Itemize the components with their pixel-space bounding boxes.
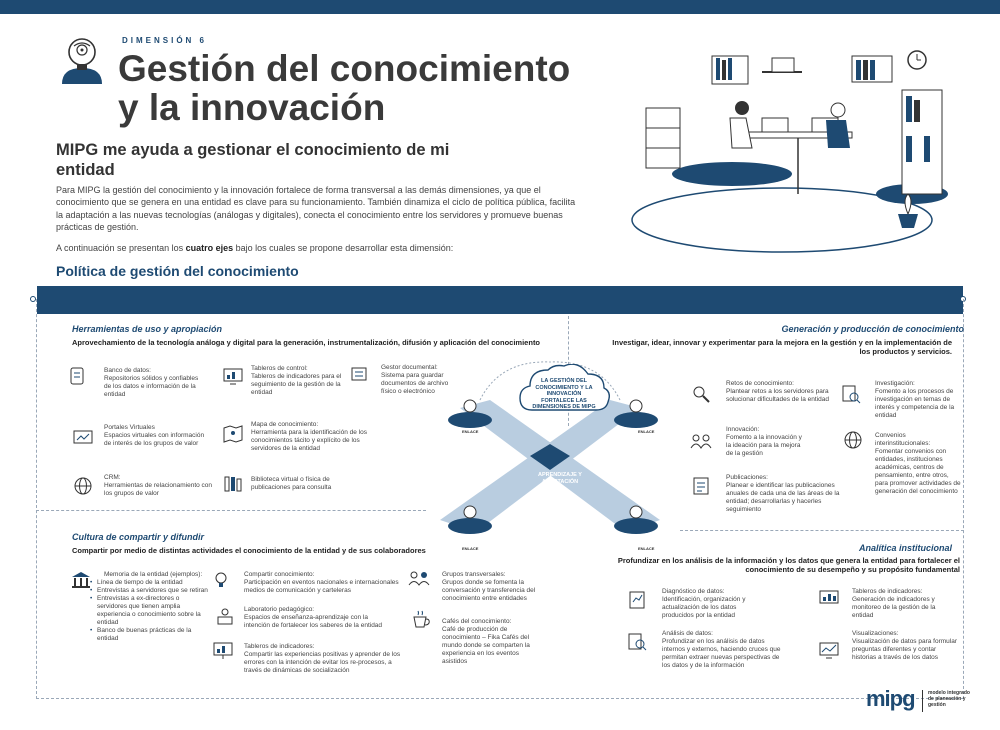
q1-item-3: Gestor documental: Sistema para guardar documentos de archivo físico o electrónico — [381, 364, 449, 395]
top-bar — [0, 0, 1000, 14]
agreements-globe-icon — [842, 430, 864, 450]
page-title-line1: Gestión del conocimiento — [118, 48, 571, 89]
divider-horizontal-right — [680, 530, 964, 531]
research-icon — [840, 384, 862, 404]
q2-item-1: Retos de conocimiento: Plantear retos a los servidores para solucionar dificultades de la entidad — [726, 380, 829, 403]
thinking-head-icon — [56, 32, 108, 84]
link-label-tl: ENLACE — [462, 429, 479, 434]
coffee-cup-icon — [410, 610, 432, 630]
share-idea-icon — [210, 570, 232, 590]
divider-horizontal-left — [36, 510, 426, 511]
innovation-team-icon — [690, 430, 712, 450]
q4-item-1: Diagnóstico de datos: Identificación, organización y actualización de los datos producidos por la entidad — [662, 588, 746, 619]
challenge-search-icon — [690, 384, 712, 404]
center-cloud-text: LA GESTIÓN DEL CONOCIMIENTO Y LA INNOVACIÓN FORTALECE LAS DIMENSIONES DE MIPG — [532, 378, 596, 410]
q2-item-2: Investigación: Fomento a los procesos de investigación en temas de interés y competencia de la entidad — [875, 380, 955, 419]
data-analysis-icon — [626, 632, 648, 652]
q3-memoria: Memoria de la entidad (ejemplos): • Línea de tiempo de la entidad • Entrevistas a servidores que se retiran • Entrevistas a ex-directores o servidores que tienen amplia experiencia o conocimiento sobre la entidad • Banco de buenas prácticas de la entidad — [104, 571, 208, 643]
pedagogic-lab-icon — [214, 606, 236, 626]
library-icon — [222, 474, 244, 494]
memoria-item: • Entrevistas a servidores que se retiran — [90, 587, 208, 595]
memoria-item: • Entrevistas a ex-directores o servidores que tienen amplia experiencia o conocimiento sobre la entidad — [90, 595, 208, 627]
q2-item-4: Convenios interinstitucionales: Fomentar convenios con entidades, instituciones académicas, centros de pensamiento, entre otros, para promover actividades de generación del conocimiento — [875, 432, 961, 495]
dimension-label: DIMENSIÓN 6 — [122, 36, 208, 45]
knowledge-map-icon — [222, 424, 244, 444]
link-label-br: ENLACE — [638, 546, 655, 551]
q3-item-2: Grupos transversales: Grupos donde se fomenta la conversación y transferencia del conocimiento entre entidades — [442, 571, 536, 602]
database-icon — [66, 366, 88, 386]
q1-item-2: Tableros de control: Tableros de indicadores para el seguimiento de la gestión de la entidad — [251, 365, 342, 396]
axes-sentence: A continuación se presentan los cuatro ejes bajo los cuales se propone desarrollar esta dimensión: — [56, 243, 454, 253]
center-cloud — [518, 364, 610, 418]
dashboard-icon — [222, 366, 244, 386]
q2-item-5: Publicaciones: Planear e identificar las publicaciones anuales de cada una de las áreas de la entidad; desarrollarlas y hacerles seguimiento — [726, 474, 840, 513]
visualization-icon — [818, 640, 840, 660]
indicators-board-icon — [212, 640, 234, 660]
institution-memory-icon — [70, 570, 92, 590]
crm-globe-icon — [72, 476, 94, 496]
transversal-groups-icon — [408, 568, 430, 588]
q3-item-1: Compartir conocimiento: Participación en eventos nacionales e internacionales medios de comunicación y carteleras — [244, 571, 399, 594]
q2-item-3: Innovación: Fomento a la innovación y la ideación para la mejora de la gestión — [726, 426, 802, 457]
q4-item-4: Visualizaciones: Visualización de datos para formular preguntas diferentes y contar historias a través de los datos — [852, 630, 958, 661]
q4-item-2: Tableros de indicadores: Generación de indicadores y monitoreo de la gestión de la entidad — [852, 588, 936, 619]
memoria-item: • Banco de buenas prácticas de la entidad — [90, 627, 208, 643]
data-diagnosis-icon — [626, 590, 648, 610]
q1-item-6: CRM: Herramientas de relacionamiento con los grupos de valor — [104, 474, 213, 497]
document-manager-icon — [348, 364, 370, 384]
q1-item-4: Portales Virtuales Espacios virtuales con información de interés de los grupos de valor — [104, 424, 205, 447]
memoria-item: • Línea de tiempo de la entidad — [90, 579, 208, 587]
q1-item-1: Banco de datos: Repositorios sólidos y confiables de los datos e información de la entidad — [104, 367, 199, 398]
q1-title: Herramientas de uso y apropiación — [72, 324, 223, 334]
policy-title: Política de gestión del conocimiento — [56, 263, 299, 279]
q3-item-3: Laboratorio pedagógico: Espacios de enseñanza-aprendizaje con la intención de fortalecer los saberes de la entidad — [244, 606, 383, 629]
q3-item-4: Cafés del conocimiento: Café de producción de conocimiento – Fika Cafés del mundo donde se comparten la experiencia en los eventos asistidos — [442, 618, 530, 665]
q1-subtitle: Aprovechamiento de la tecnología análoga y digital para la generación, instrumentalización, difusión y aplicación del conocimiento — [72, 338, 541, 347]
q2-subtitle: Investigar, idear, innovar y experimentar para la mejora en la gestión y en la implementación de los productos y servicios. — [612, 338, 952, 356]
q4-item-3: Análisis de datos: Profundizar en los análisis de datos internos y externos, haciendo cruces que permitan extraer nuevas perspectivas de los datos y de la información — [662, 630, 781, 669]
link-label-bl: ENLACE — [462, 546, 479, 551]
q4-title: Analítica institucional — [858, 543, 952, 553]
q2-title: Generación y producción de conocimiento — [781, 324, 964, 334]
mipg-logo: mipg — [866, 686, 915, 711]
q3-subtitle: Compartir por medio de distintas actividades el conocimiento de la entidad y de sus colaboradores — [72, 546, 426, 555]
publications-icon — [690, 476, 712, 496]
intro-paragraph: Para MIPG la gestión del conocimiento y la innovación fortalece de forma transversal a las demás dimensiones, ya que el conocimiento que se genera en una entidad es clave para su funcionamiento. También dinamiza el ciclo de política pública, facilita la adaptación a las nuevas tecnologías (análogas y digitales), conecta el conocimiento entre los servidores y promueve buenas prácticas de gestión. — [56, 185, 576, 232]
virtual-portal-icon — [72, 428, 94, 448]
link-label-tr: ENLACE — [638, 429, 655, 434]
mipg-logo-subtitle: modelo integrado de planeación y gestión — [928, 690, 970, 708]
indicators-chart-icon — [818, 588, 840, 608]
office-illustration — [612, 44, 952, 256]
page-subtitle: MIPG me ayuda a gestionar el conocimiento de mi entidad — [56, 141, 450, 179]
cross-center-text: APRENDIZAJE Y ADAPTACIÓN — [538, 472, 582, 485]
q3-title: Cultura de compartir y difundir — [72, 532, 205, 542]
q3-item-5: Tableros de indicadores: Compartir las experiencias positivas y aprender de los errores con la intención de evitar los re-procesos, a través de dinámicas de socialización — [244, 643, 401, 674]
logo-divider — [922, 690, 923, 712]
q1-item-7: Biblioteca virtual o física de publicaciones para consulta — [251, 476, 332, 491]
q1-item-5: Mapa de conocimiento: Herramienta para la identificación de los conocimientos tácito y explícito de los servidores de la entidad — [251, 421, 367, 452]
page-title-line2: y la innovación — [118, 87, 386, 128]
q4-subtitle: Profundizar en los análisis de la información y los datos que genera la entidad para fortalecer el conocimiento de su desempeño y su propósito fundamental — [617, 556, 960, 574]
